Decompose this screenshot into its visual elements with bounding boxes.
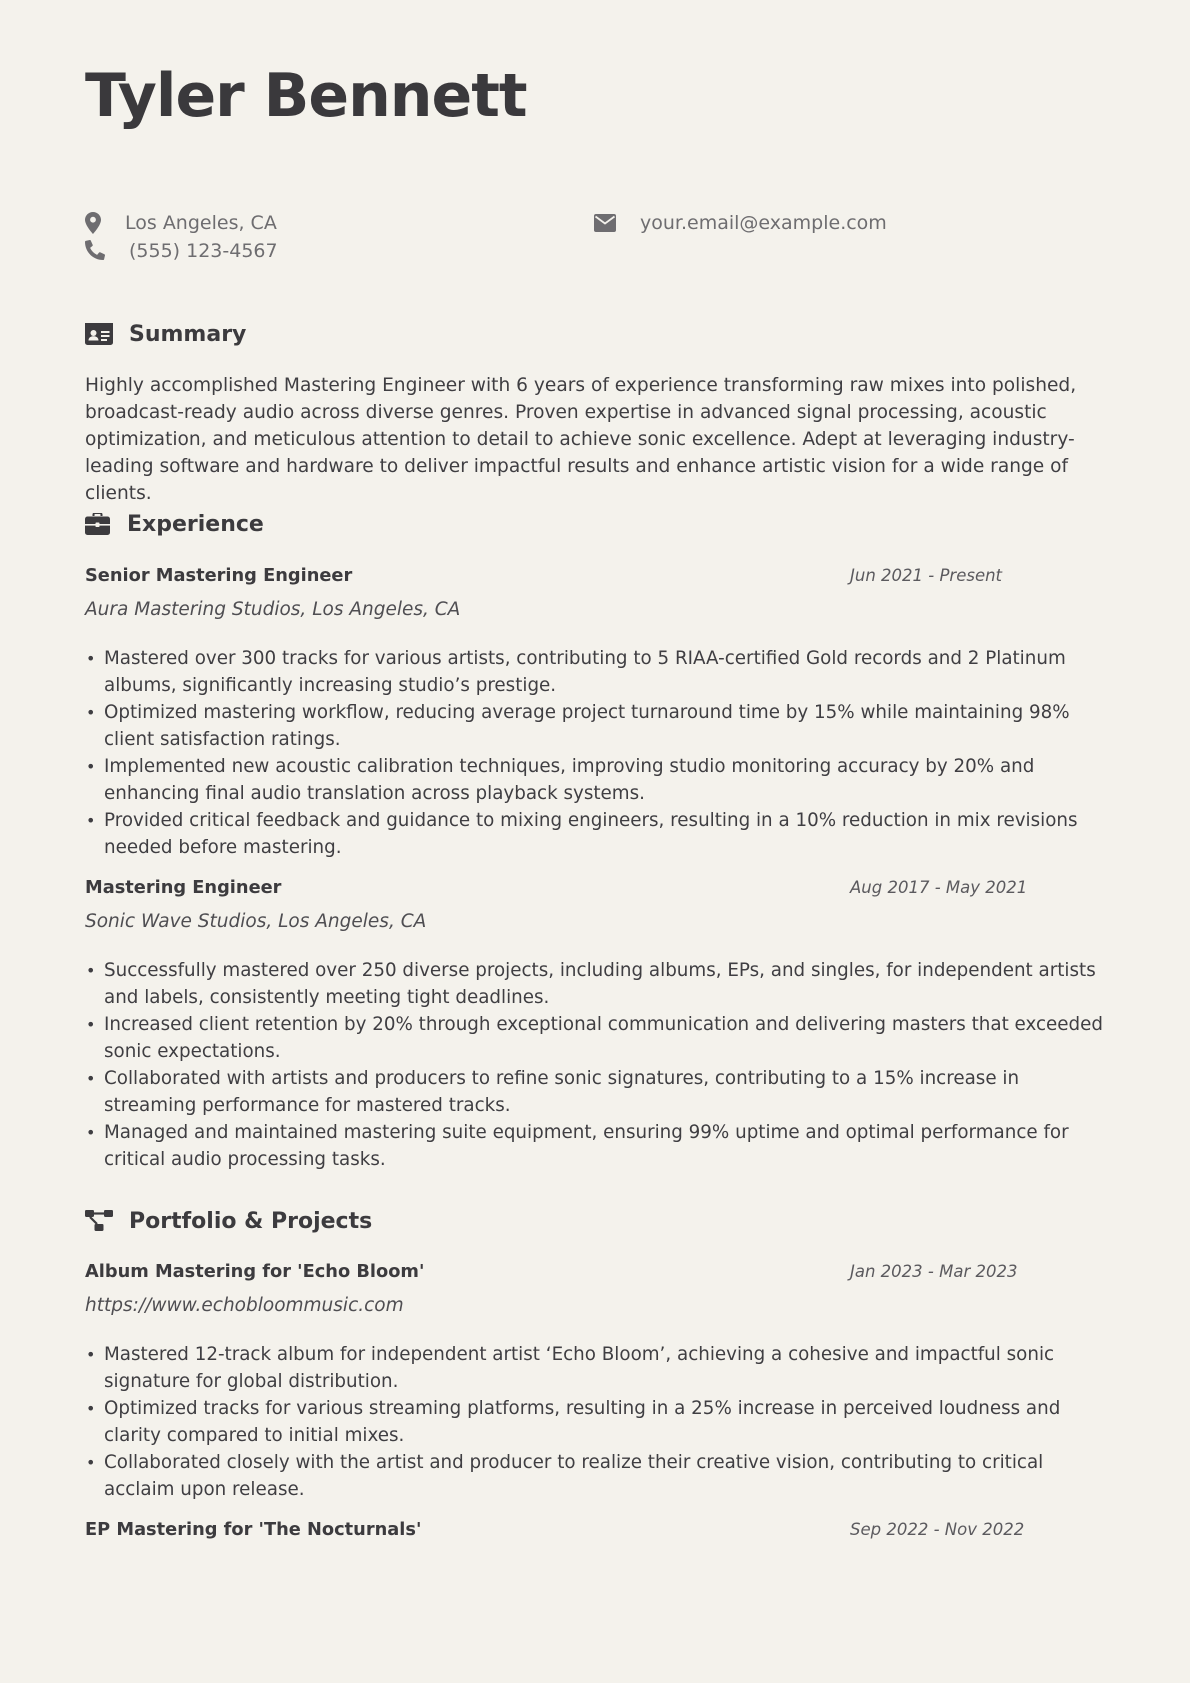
job-bullets: [85, 645, 1105, 861]
phone-icon: [85, 240, 105, 262]
list-item: • Provided critical feedback and guidance to mixing engineers, resulting in a 10% reduction in mix revisions needed before mastering.: [85, 807, 1105, 861]
list-item: • Mastered over 300 tracks for various artists, contributing to 5 RIAA-certified Gold records and 2 Platinum albums, significantly increasing studio’s prestige.: [85, 645, 1105, 699]
experience-heading: [85, 512, 264, 537]
project-bullets: [85, 1341, 1105, 1503]
project-diagram-icon: [85, 1210, 113, 1234]
project-title: Album Mastering for 'Echo Bloom': [85, 1261, 425, 1282]
briefcase-icon: [85, 513, 111, 537]
list-item: • Implemented new acoustic calibration techniques, improving studio monitoring accuracy by 20% and enhancing final audio translation across playback systems.: [85, 753, 1105, 807]
job-date: Aug 2017 - May 2021: [850, 878, 1028, 897]
list-item: • Increased client retention by 20% through exceptional communication and delivering masters that exceeded sonic expectations.: [85, 1011, 1105, 1065]
project-link[interactable]: https://www.echobloommusic.com: [85, 1295, 404, 1316]
list-item: • Successfully mastered over 250 diverse projects, including albums, EPs, and singles, for independent artists and labels, consistently meeting tight deadlines.: [85, 957, 1105, 1011]
job-date: Jun 2021 - Present: [850, 566, 1003, 585]
summary-title: Summary: [129, 322, 247, 347]
job-company: Sonic Wave Studios, Los Angeles, CA: [85, 911, 427, 932]
experience-title: Experience: [127, 512, 264, 537]
location-text: Los Angeles, CA: [125, 212, 277, 234]
job-bullets: [85, 957, 1105, 1173]
list-item: • Optimized mastering workflow, reducing average project turnaround time by 15% while maintaining 98% client satisfaction ratings.: [85, 699, 1105, 753]
map-marker-icon: [85, 212, 105, 234]
job-title: Senior Mastering Engineer: [85, 565, 353, 586]
summary-text: Highly accomplished Mastering Engineer with 6 years of experience transforming raw mixes into polished, broadcast-ready audio across diverse genres. Proven expertise in advanced signal processing, acoustic optimization, and meticulous attention to detail to achieve sonic excellence. Adept at leveraging industry-leading software and hardware to deliver impactful results and enhance artistic vision for a wide range of clients.: [85, 375, 1077, 504]
projects-title: Portfolio & Projects: [129, 1209, 373, 1234]
list-item: • Collaborated with artists and producers to refine sonic signatures, contributing to a 15% increase in streaming performance for mastered tracks.: [85, 1065, 1105, 1119]
project-date: Jan 2023 - Mar 2023: [850, 1262, 1018, 1281]
job-company: Aura Mastering Studios, Los Angeles, CA: [85, 599, 461, 620]
list-item: • Optimized tracks for various streaming platforms, resulting in a 25% increase in perceived loudness and clarity compared to initial mixes.: [85, 1395, 1105, 1449]
contact-phone: [85, 240, 278, 262]
list-item: • Collaborated closely with the artist and producer to realize their creative vision, contributing to critical acclaim upon release.: [85, 1449, 1105, 1503]
list-item: • Mastered 12-track album for independent artist ‘Echo Bloom’, achieving a cohesive and impactful sonic signature for global distribution.: [85, 1341, 1105, 1395]
id-card-icon: [85, 323, 113, 347]
email-link[interactable]: your.email@example.com: [640, 212, 887, 234]
list-item: • Managed and maintained mastering suite equipment, ensuring 99% uptime and optimal performance for critical audio processing tasks.: [85, 1119, 1105, 1173]
contact-location: [85, 212, 277, 234]
project-date: Sep 2022 - Nov 2022: [850, 1520, 1025, 1539]
projects-heading: [85, 1209, 372, 1234]
phone-text: (555) 123-4567: [129, 240, 278, 262]
contact-email: [594, 212, 887, 234]
project-title: EP Mastering for 'The Nocturnals': [85, 1519, 422, 1540]
candidate-name: Tyler Bennett: [85, 61, 527, 131]
summary-heading: [85, 322, 246, 347]
job-title: Mastering Engineer: [85, 877, 282, 898]
envelope-icon: [594, 212, 618, 234]
